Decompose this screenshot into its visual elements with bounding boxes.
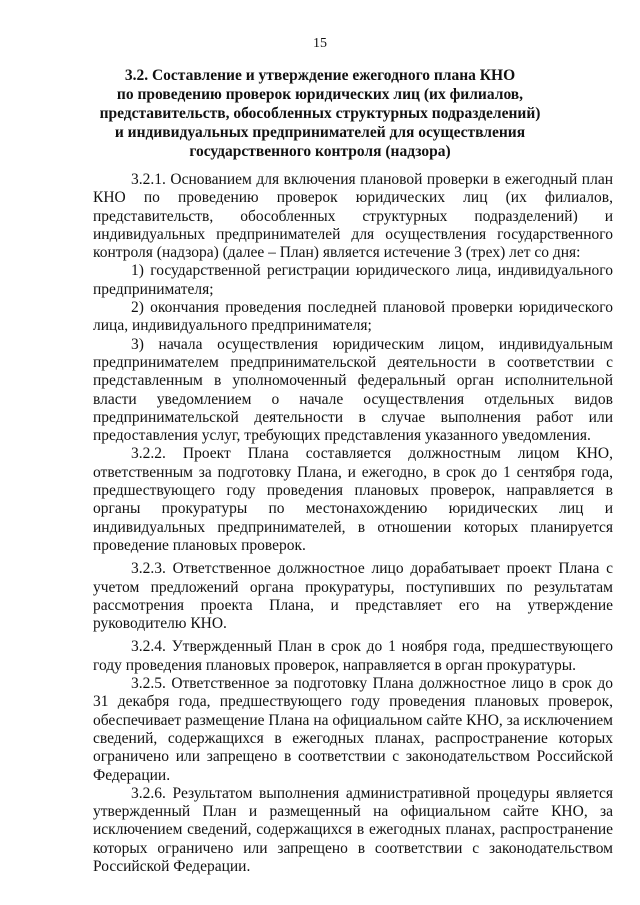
list-item-1: 1) государственной регистрации юридического лица, индивидуального предпринимателя;: [93, 262, 613, 298]
paragraph-3-2-4: 3.2.4. Утвержденный План в срок до 1 ноября года, предшествующего году проведения плановых проверок, направляется в орган прокуратуры.: [93, 638, 613, 674]
section-title: [80, 66, 560, 161]
document-body: [93, 171, 613, 876]
section-title-line: 3.2. Составление и утверждение ежегодного плана КНО: [124, 67, 516, 84]
section-title-line: по проведению проверок юридических лиц (их филиалов,: [116, 86, 524, 103]
section-title-line: представительств, обособленных структурных подразделений): [99, 105, 541, 122]
section-title-line: государственного контроля (надзора): [189, 143, 451, 160]
list-item-3: 3) начала осуществления юридическим лицом, индивидуальным предпринимателем предпринимательской деятельности в соответствии с представленным в уполномоченный федеральный орган исполнительной власти уведомлением о начале осуществления отдельных видов предпринимательской деятельности в случае выполнения работ или предоставления услуг, требующих представления указанного уведомления.: [93, 335, 613, 445]
list-item-2: 2) окончания проведения последней плановой проверки юридического лица, индивидуального предпринимателя;: [93, 299, 613, 335]
section-title-line: и индивидуальных предпринимателей для осуществления: [114, 124, 526, 141]
paragraph-3-2-6: 3.2.6. Результатом выполнения административной процедуры является утвержденный План и размещенный на официальном сайте КНО, за исключением сведений, содержащихся в ежегодных планах, распространение которых ограничено или запрещено в соответствии с законодательством Российской Федерации.: [93, 784, 613, 875]
paragraph-3-2-5: 3.2.5. Ответственное за подготовку Плана должностное лицо в срок до 31 декабря года, предшествующего году проведения плановых проверок, обеспечивает размещение Плана на официальном сайте КНО, за исключением сведений, содержащихся в ежегодных планах, распространение которых ограничено или запрещено в соответствии с законодательством Российской Федерации.: [93, 675, 613, 784]
page-number: 15: [313, 36, 327, 51]
paragraph-3-2-2: 3.2.2. Проект Плана составляется должностным лицом КНО, ответственным за подготовку Плана, и ежегодно, в срок до 1 сентября года, предшествующего году проведения плановых проверок, направляется в органы прокуратуры по местонахождению юридических лиц и индивидуальных предпринимателей, в отношении которых планируется проведение плановых проверок.: [93, 445, 613, 554]
paragraph-3-2-1: 3.2.1. Основанием для включения плановой проверки в ежегодный план КНО по проведению проверок юридических лиц (их филиалов, представительств, обособленных структурных подразделений) и индивидуальных предпринимателей для осуществления государственного контроля (надзора) (далее – План) является истечение 3 (трех) лет со дня:: [93, 171, 613, 262]
paragraph-3-2-3: 3.2.3. Ответственное должностное лицо дорабатывает проект Плана с учетом предложений органа прокуратуры, поступивших по результатам рассмотрения проекта Плана, и представляет его на утверждение руководителю КНО.: [93, 560, 613, 633]
